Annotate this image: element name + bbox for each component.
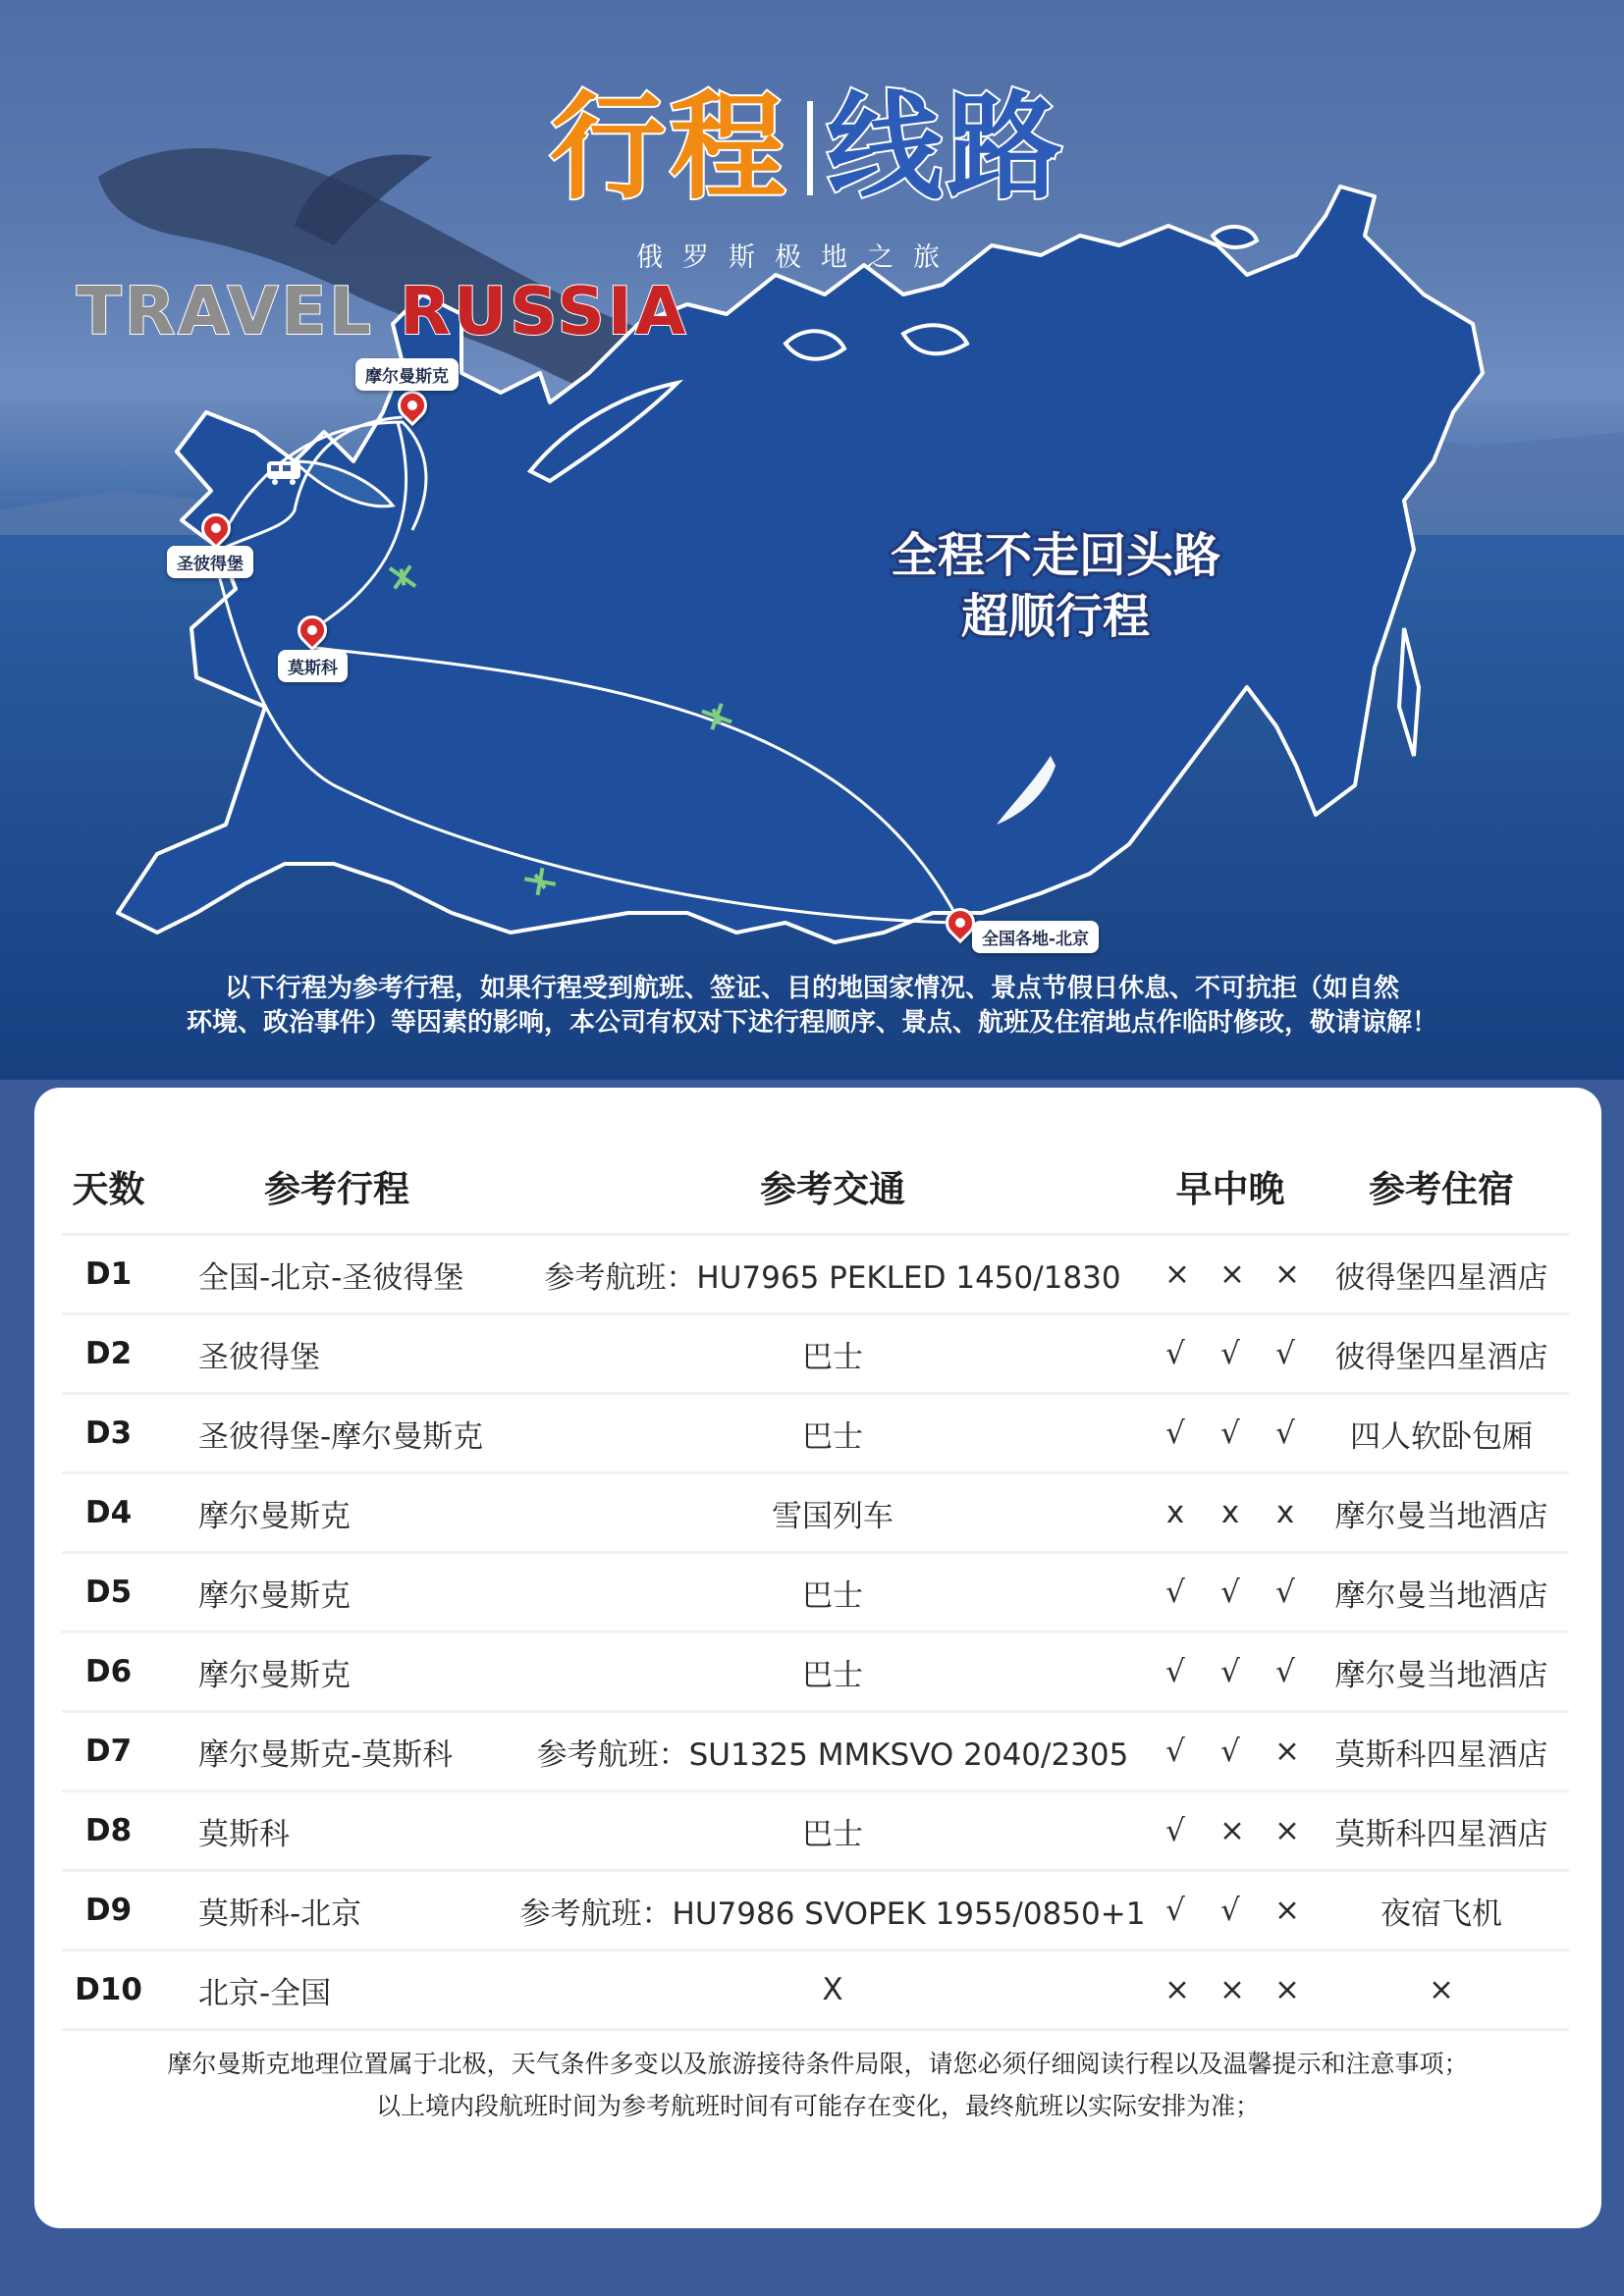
cell-transport: 参考航班：SU1325 MMKSVO 2040/2305 <box>518 1713 1147 1792</box>
meal-mark: √ <box>1275 1575 1295 1610</box>
cell-meals <box>1147 1872 1314 1951</box>
notice-line-1: 以下行程为参考行程，如果行程受到航班、签证、目的地国家情况、景点节假日休息、不可抗拒（如自然 <box>224 974 1399 1003</box>
meal-mark: √ <box>1220 1415 1240 1451</box>
meal-mark: √ <box>1220 1734 1240 1769</box>
cell-route: 莫斯科-北京 <box>155 1872 518 1951</box>
meal-marks <box>1148 1336 1313 1371</box>
cell-transport: 雪国列车 <box>518 1474 1147 1554</box>
footer-note-2: 以上境内段航班时间为参考航班时间有可能存在变化，最终航班以实际安排为准； <box>375 2092 1260 2120</box>
meal-mark: × <box>1274 1734 1300 1769</box>
notice-line-2: 环境、政治事件）等因素的影响，本公司有权对下述行程顺序、景点、航班及住宿地点作临时修改，敬请谅解！ <box>186 1008 1437 1038</box>
meal-marks <box>1148 1893 1313 1928</box>
cell-meals <box>1147 1713 1314 1792</box>
slogan-line-1: 全程不走回头路 <box>890 528 1220 583</box>
meal-mark: × <box>1164 1256 1190 1292</box>
cell-route: 摩尔曼斯克-莫斯科 <box>155 1713 518 1792</box>
meal-mark: √ <box>1165 1336 1185 1371</box>
meal-mark: √ <box>1165 1734 1185 1769</box>
cell-day: D8 <box>62 1792 155 1872</box>
meal-marks <box>1148 1256 1313 1292</box>
cell-hotel: 四人软卧包厢 <box>1314 1395 1569 1474</box>
meal-marks <box>1148 1972 1313 2007</box>
disclaimer-notice <box>69 972 1555 1041</box>
cell-day: D4 <box>62 1474 155 1554</box>
cell-hotel: 彼得堡四星酒店 <box>1314 1315 1569 1395</box>
header-route: 参考行程 <box>155 1139 518 1236</box>
cell-transport: 巴士 <box>518 1633 1147 1713</box>
meal-mark: √ <box>1165 1893 1185 1928</box>
cell-route: 摩尔曼斯克 <box>155 1554 518 1633</box>
title-route: 线路 <box>827 80 1067 215</box>
cell-meals <box>1147 1315 1314 1395</box>
cell-hotel: 莫斯科四星酒店 <box>1314 1792 1569 1872</box>
meal-mark: √ <box>1165 1575 1185 1610</box>
meal-mark: √ <box>1165 1415 1185 1451</box>
city-label-moscow: 莫斯科 <box>278 650 348 682</box>
table-row <box>62 1395 1569 1474</box>
cell-day: D1 <box>62 1236 155 1315</box>
meal-mark: × <box>1219 1972 1245 2007</box>
cell-meals <box>1147 1554 1314 1633</box>
header-day: 天数 <box>62 1139 155 1236</box>
meal-mark: x <box>1220 1495 1240 1530</box>
city-label-stpetersburg: 圣彼得堡 <box>167 546 253 578</box>
cell-day: D3 <box>62 1395 155 1474</box>
cell-route: 莫斯科 <box>155 1792 518 1872</box>
table-header-row <box>62 1139 1569 1236</box>
main-title <box>550 80 1100 215</box>
table-row <box>62 1474 1569 1554</box>
slogan-line-2: 超顺行程 <box>960 589 1150 644</box>
brand-travel-russia <box>77 272 689 350</box>
table-row <box>62 1315 1569 1395</box>
cell-route: 圣彼得堡 <box>155 1315 518 1395</box>
cell-meals <box>1147 1633 1314 1713</box>
cell-route: 摩尔曼斯克 <box>155 1474 518 1554</box>
subtitle: 俄罗斯极地之旅 <box>636 242 959 273</box>
meal-mark: √ <box>1165 1813 1185 1848</box>
cell-day: D6 <box>62 1633 155 1713</box>
table-row <box>62 1872 1569 1951</box>
header-meals: 早中晚 <box>1147 1139 1314 1236</box>
cell-transport: 巴士 <box>518 1315 1147 1395</box>
meal-mark: √ <box>1165 1654 1185 1689</box>
cell-route: 圣彼得堡-摩尔曼斯克 <box>155 1395 518 1474</box>
meal-mark: x <box>1275 1495 1295 1530</box>
cell-transport: 巴士 <box>518 1395 1147 1474</box>
cell-hotel: 莫斯科四星酒店 <box>1314 1713 1569 1792</box>
cell-hotel: 摩尔曼当地酒店 <box>1314 1554 1569 1633</box>
meal-mark: √ <box>1220 1575 1240 1610</box>
meal-mark: × <box>1274 1893 1300 1928</box>
itinerary-card <box>34 1088 1601 2228</box>
meal-marks <box>1148 1575 1313 1610</box>
meal-mark: × <box>1274 1256 1300 1292</box>
cell-hotel: 摩尔曼当地酒店 <box>1314 1474 1569 1554</box>
meal-marks <box>1148 1495 1313 1530</box>
title-divider <box>807 101 813 195</box>
meal-marks <box>1148 1654 1313 1689</box>
table-row <box>62 1713 1569 1792</box>
table-row <box>62 1633 1569 1713</box>
cell-hotel: 彼得堡四星酒店 <box>1314 1236 1569 1315</box>
slogan <box>835 525 1276 647</box>
meal-mark: × <box>1219 1256 1245 1292</box>
table-body <box>62 1236 1569 2031</box>
title-itinerary: 行程 <box>550 80 790 215</box>
cell-route: 北京-全国 <box>155 1951 518 2031</box>
cell-hotel: × <box>1314 1951 1569 2031</box>
cell-meals <box>1147 1951 1314 2031</box>
cell-transport: 参考航班：HU7986 SVOPEK 1955/0850+1 <box>518 1872 1147 1951</box>
meal-mark: √ <box>1275 1654 1295 1689</box>
cell-day: D10 <box>62 1951 155 2031</box>
meal-mark: x <box>1165 1495 1185 1530</box>
hero-banner <box>0 0 1624 1080</box>
table-row <box>62 1236 1569 1315</box>
meal-mark: √ <box>1220 1893 1240 1928</box>
brand-travel: TRAVEL <box>77 273 401 349</box>
cell-route: 全国-北京-圣彼得堡 <box>155 1236 518 1315</box>
cell-meals <box>1147 1236 1314 1315</box>
itinerary-table <box>62 1139 1569 2031</box>
cell-hotel: 夜宿飞机 <box>1314 1872 1569 1951</box>
meal-marks <box>1148 1813 1313 1848</box>
cell-day: D9 <box>62 1872 155 1951</box>
table-row <box>62 1792 1569 1872</box>
cell-hotel: 摩尔曼当地酒店 <box>1314 1633 1569 1713</box>
arctic-island-4 <box>1213 227 1257 247</box>
city-label-murmansk: 摩尔曼斯克 <box>355 358 459 391</box>
header-transport: 参考交通 <box>518 1139 1147 1236</box>
meal-mark: √ <box>1220 1336 1240 1371</box>
cell-transport: 巴士 <box>518 1554 1147 1633</box>
table-row <box>62 1951 1569 2031</box>
cell-transport: 巴士 <box>518 1792 1147 1872</box>
cell-transport: 参考航班：HU7965 PEKLED 1450/1830 <box>518 1236 1147 1315</box>
brand-russia: RUSSIA <box>400 273 689 349</box>
cell-meals <box>1147 1395 1314 1474</box>
meal-marks <box>1148 1415 1313 1451</box>
meal-mark: × <box>1164 1972 1190 2007</box>
meal-mark: √ <box>1220 1654 1240 1689</box>
cell-meals <box>1147 1792 1314 1872</box>
footer-note-1: 摩尔曼斯克地理位置属于北极，天气条件多变以及旅游接待条件局限，请您必须仔细阅读行程以及温馨提示和注意事项； <box>167 2050 1469 2078</box>
meal-mark: × <box>1274 1972 1300 2007</box>
cell-transport: X <box>518 1951 1147 2031</box>
cell-day: D7 <box>62 1713 155 1792</box>
meal-mark: × <box>1274 1813 1300 1848</box>
cell-day: D5 <box>62 1554 155 1633</box>
cell-meals <box>1147 1474 1314 1554</box>
meal-mark: × <box>1219 1813 1245 1848</box>
table-row <box>62 1554 1569 1633</box>
header-hotel: 参考住宿 <box>1314 1139 1569 1236</box>
meal-mark: √ <box>1275 1415 1295 1451</box>
cell-day: D2 <box>62 1315 155 1395</box>
cell-route: 摩尔曼斯克 <box>155 1633 518 1713</box>
city-label-beijing: 全国各地-北京 <box>972 921 1099 953</box>
meal-mark: √ <box>1275 1336 1295 1371</box>
meal-marks <box>1148 1734 1313 1769</box>
